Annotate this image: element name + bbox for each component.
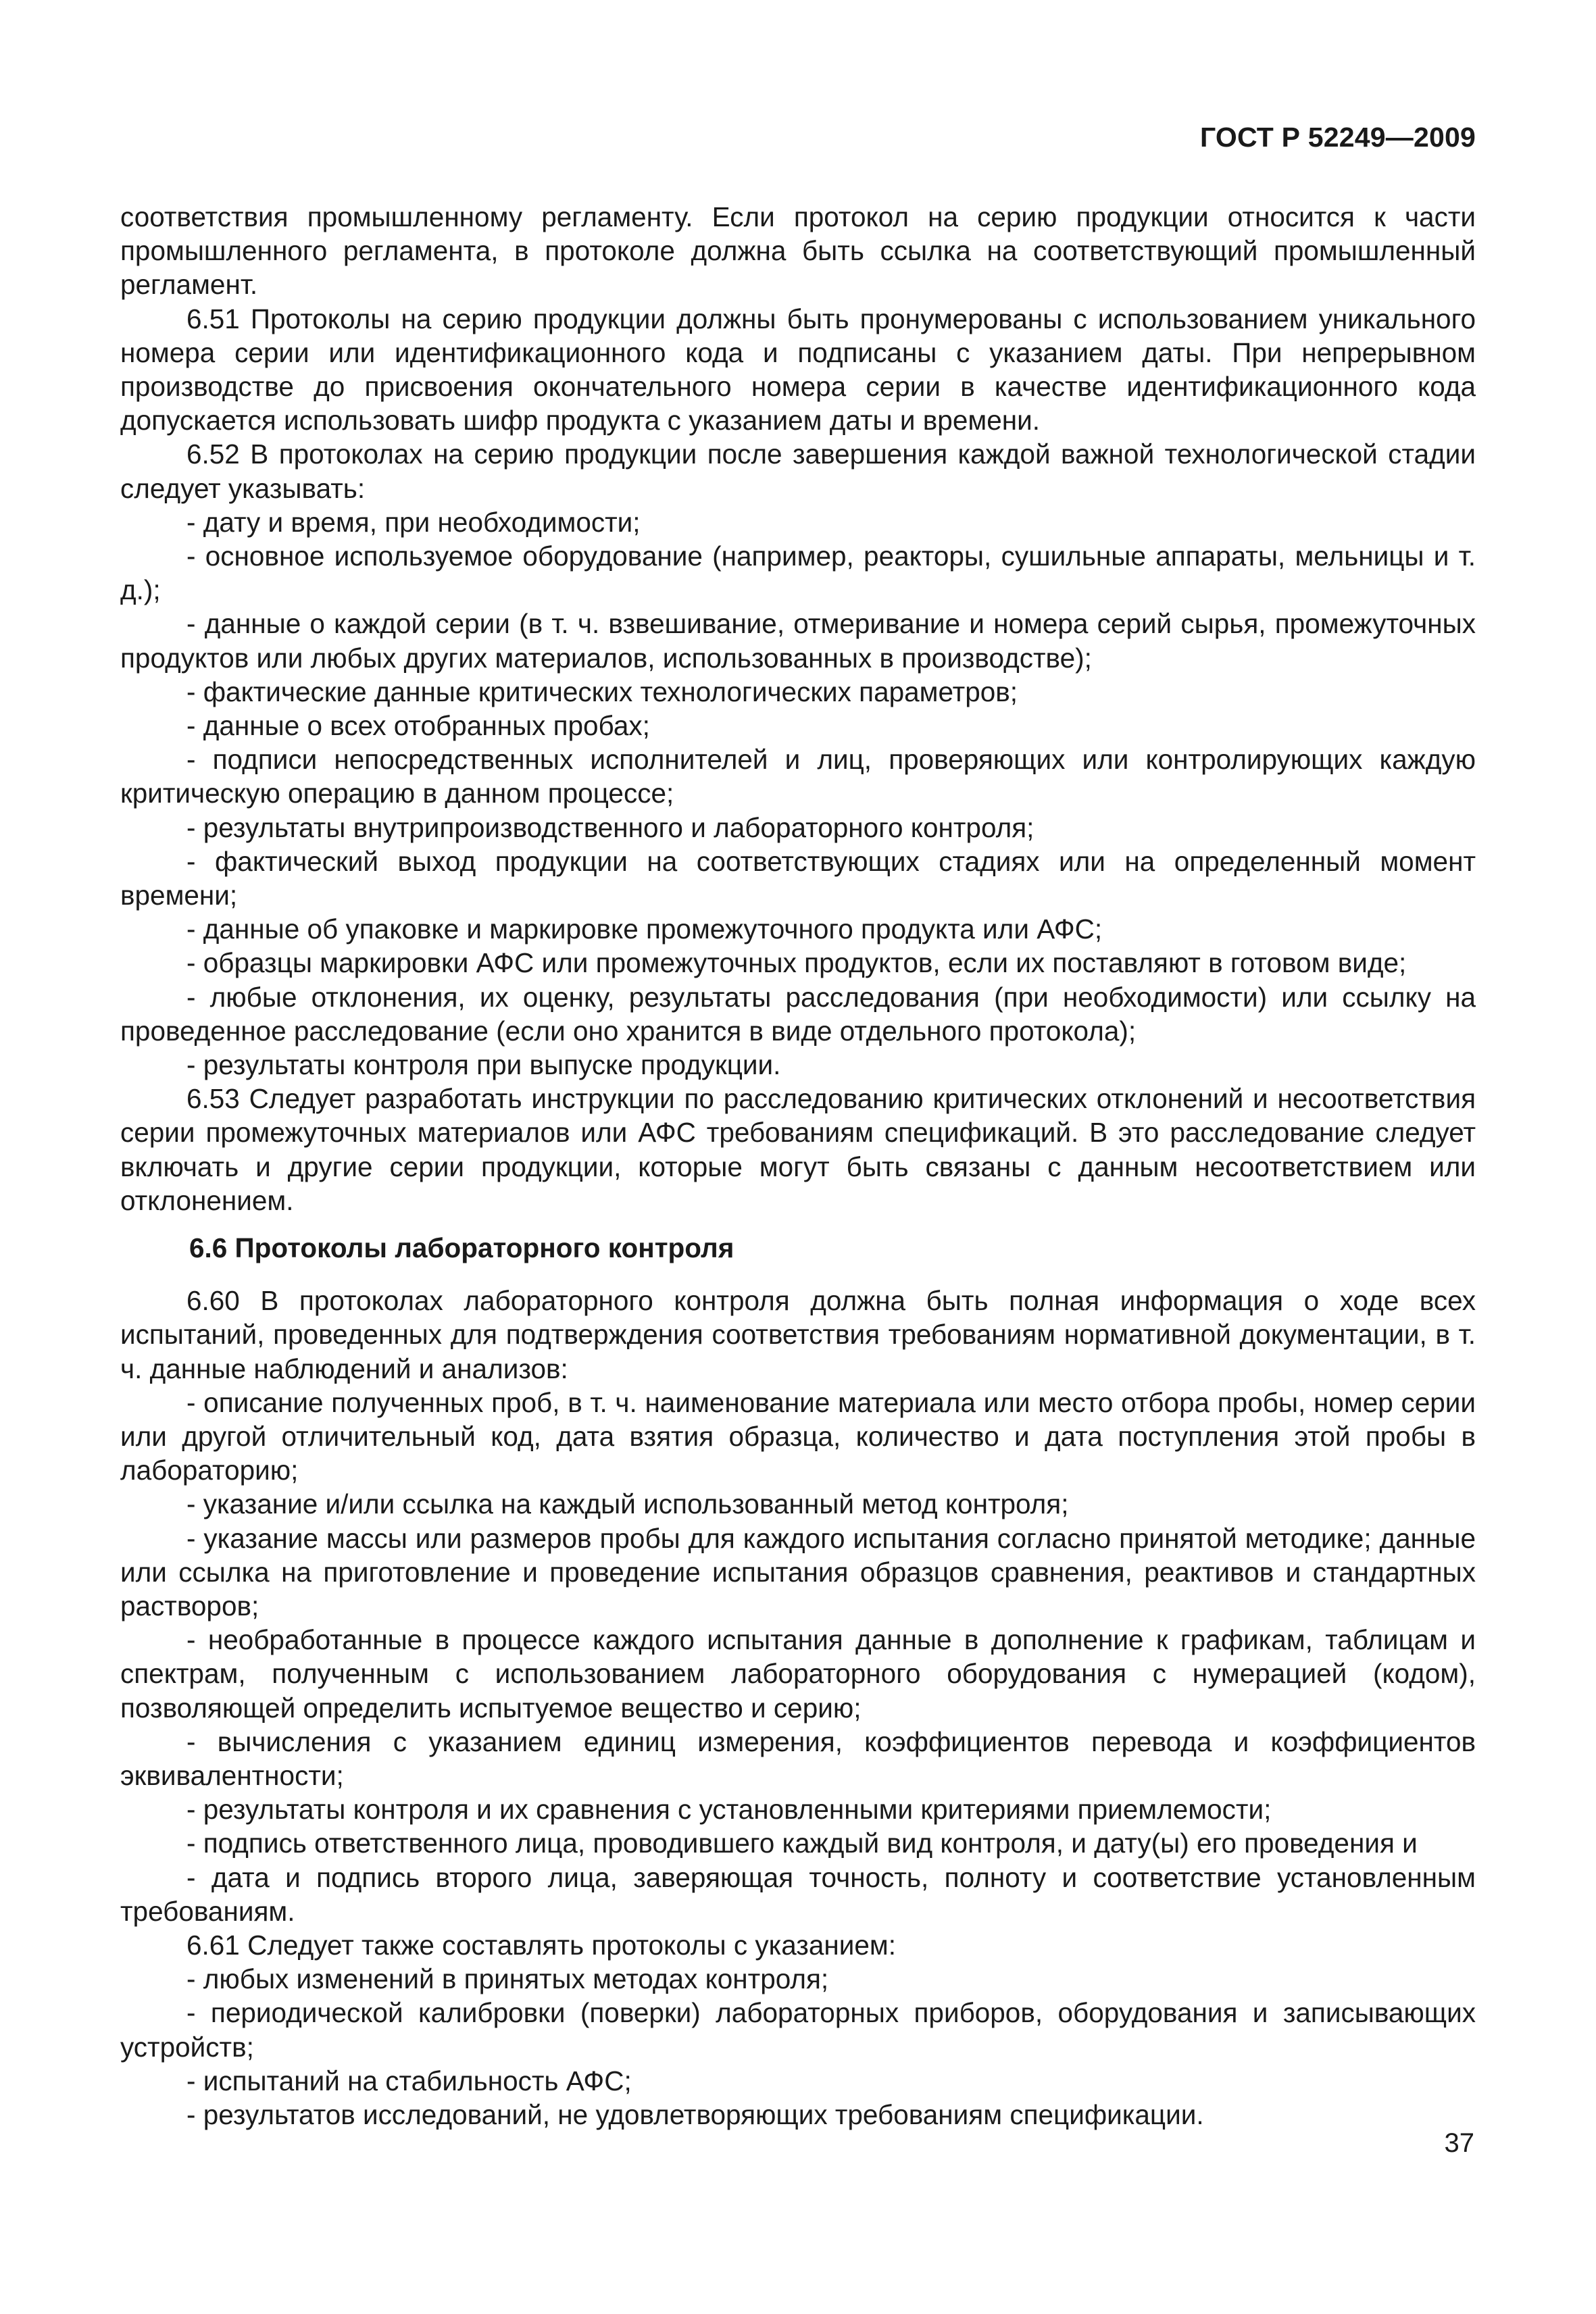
list-item: - описание полученных проб, в т. ч. наименование материала или место отбора пробы, номер серии или другой отличительный код, дата взятия образца, количество и дата поступления этой пробы в лабораторию; [120,1386,1476,1486]
list-item: - испытаний на стабильность АФС; [186,2065,632,2096]
list-item: - фактический выход продукции на соответствующих стадиях или на определенный момент времени; [120,845,1476,911]
list-item: - результаты контроля при выпуске продукции. [186,1049,781,1081]
list-item: - результаты контроля и их сравнения с установленными критериями приемлемости; [186,1794,1272,1826]
list-item: - дату и время, при необходимости; [186,506,641,538]
list-item: - результаты внутрипроизводственного и лабораторного контроля; [186,811,1034,843]
list-item: - данные об упаковке и маркировке промежуточного продукта или АФС; [186,913,1103,945]
list-item: - дата и подпись второго лица, заверяющая точность, полноту и соответствие установленным требованиям. [120,1861,1476,1927]
document-header: ГОСТ Р 52249—2009 [1200,122,1476,153]
list-item: - указание массы или размеров пробы для каждого испытания согласно принятой методике; данные или ссылка на приготовление и проведение испытания образцов сравнения, реактивов и стандартных растворов; [120,1522,1476,1621]
list-item: - любых изменений в принятых методах контроля; [186,1963,829,1995]
list-item: - вычисления с указанием единиц измерения, коэффициентов перевода и коэффициентов эквивалентности; [120,1726,1476,1791]
list-item: - результатов исследований, не удовлетворяющих требованиям спецификации. [186,2098,1204,2130]
list-item: - фактические данные критических технологических параметров; [186,676,1018,707]
paragraph-6-51: 6.51 Протоколы на серию продукции должны быть пронумерованы с использованием уникального номера серии или идентификационного кода и подписаны с указанием даты. При непрерывном производстве до присвоения окончательного номера серии в качестве идентификационного кода допускается использовать шифр продукта с указанием даты и времени. [120,303,1476,436]
list-item: - периодической калибровки (поверки) лабораторных приборов, оборудования и записывающих устройств; [120,1997,1476,2063]
paragraph-6-52-intro: 6.52 В протоколах на серию продукции после завершения каждой важной технологической стадии следует указывать: [120,438,1476,504]
page-number: 37 [1444,2128,1474,2158]
list-item: - данные о каждой серии (в т. ч. взвешивание, отмеривание и номера серий сырья, промежуточных продуктов или любых других материалов, использованных в производстве); [120,608,1476,674]
list-item: - данные о всех отобранных пробах; [186,710,650,742]
list-item: - образцы маркировки АФС или промежуточных продуктов, если их поставляют в готовом виде; [186,947,1407,979]
paragraph-6-60-intro: 6.60 В протоколах лабораторного контроля должна быть полная информация о ходе всех испытаний, проведенных для подтверждения соответствия требованиям нормативной документации, в т. ч. данные наблюдений и анализов: [120,1285,1476,1384]
paragraph-6-53: 6.53 Следует разработать инструкции по расследованию критических отклонений и несоответствия серии промежуточных материалов или АФС требованиям спецификаций. В это расследование следует включать и другие серии продукции, которые могут быть связаны с данным несоответствием или отклонением. [120,1083,1476,1216]
document-body [120,200,1476,2132]
paragraph-6-61-intro: 6.61 Следует также составлять протоколы с указанием: [186,1929,896,1961]
list-item: - указание и/или ссылка на каждый использованный метод контроля; [186,1488,1069,1520]
list-item: - любые отклонения, их оценку, результаты расследования (при необходимости) или ссылку на проведенное расследование (если оно хранится в виде отдельного протокола); [120,981,1476,1047]
section-heading-6-6: 6.6 Протоколы лабораторного контроля [189,1232,734,1264]
continuation-paragraph: соответствия промышленному регламенту. Если протокол на серию продукции относится к части промышленного регламента, в протоколе должна быть ссылка на соответствующий промышленный регламент. [120,201,1476,301]
list-item: - подписи непосредственных исполнителей и лиц, проверяющих или контролирующих каждую критическую операцию в данном процессе; [120,744,1476,809]
list-item: - подпись ответственного лица, проводившего каждый вид контроля, и дату(ы) его проведения и [186,1828,1418,1859]
list-item: - основное используемое оборудование (например, реакторы, сушильные аппараты, мельницы и т. д.); [120,540,1476,606]
list-item: - необработанные в процессе каждого испытания данные в дополнение к графикам, таблицам и спектрам, полученным с использованием лабораторного оборудования с нумерацией (кодом), позволяющей определить испытуемое вещество и серию; [120,1624,1476,1724]
